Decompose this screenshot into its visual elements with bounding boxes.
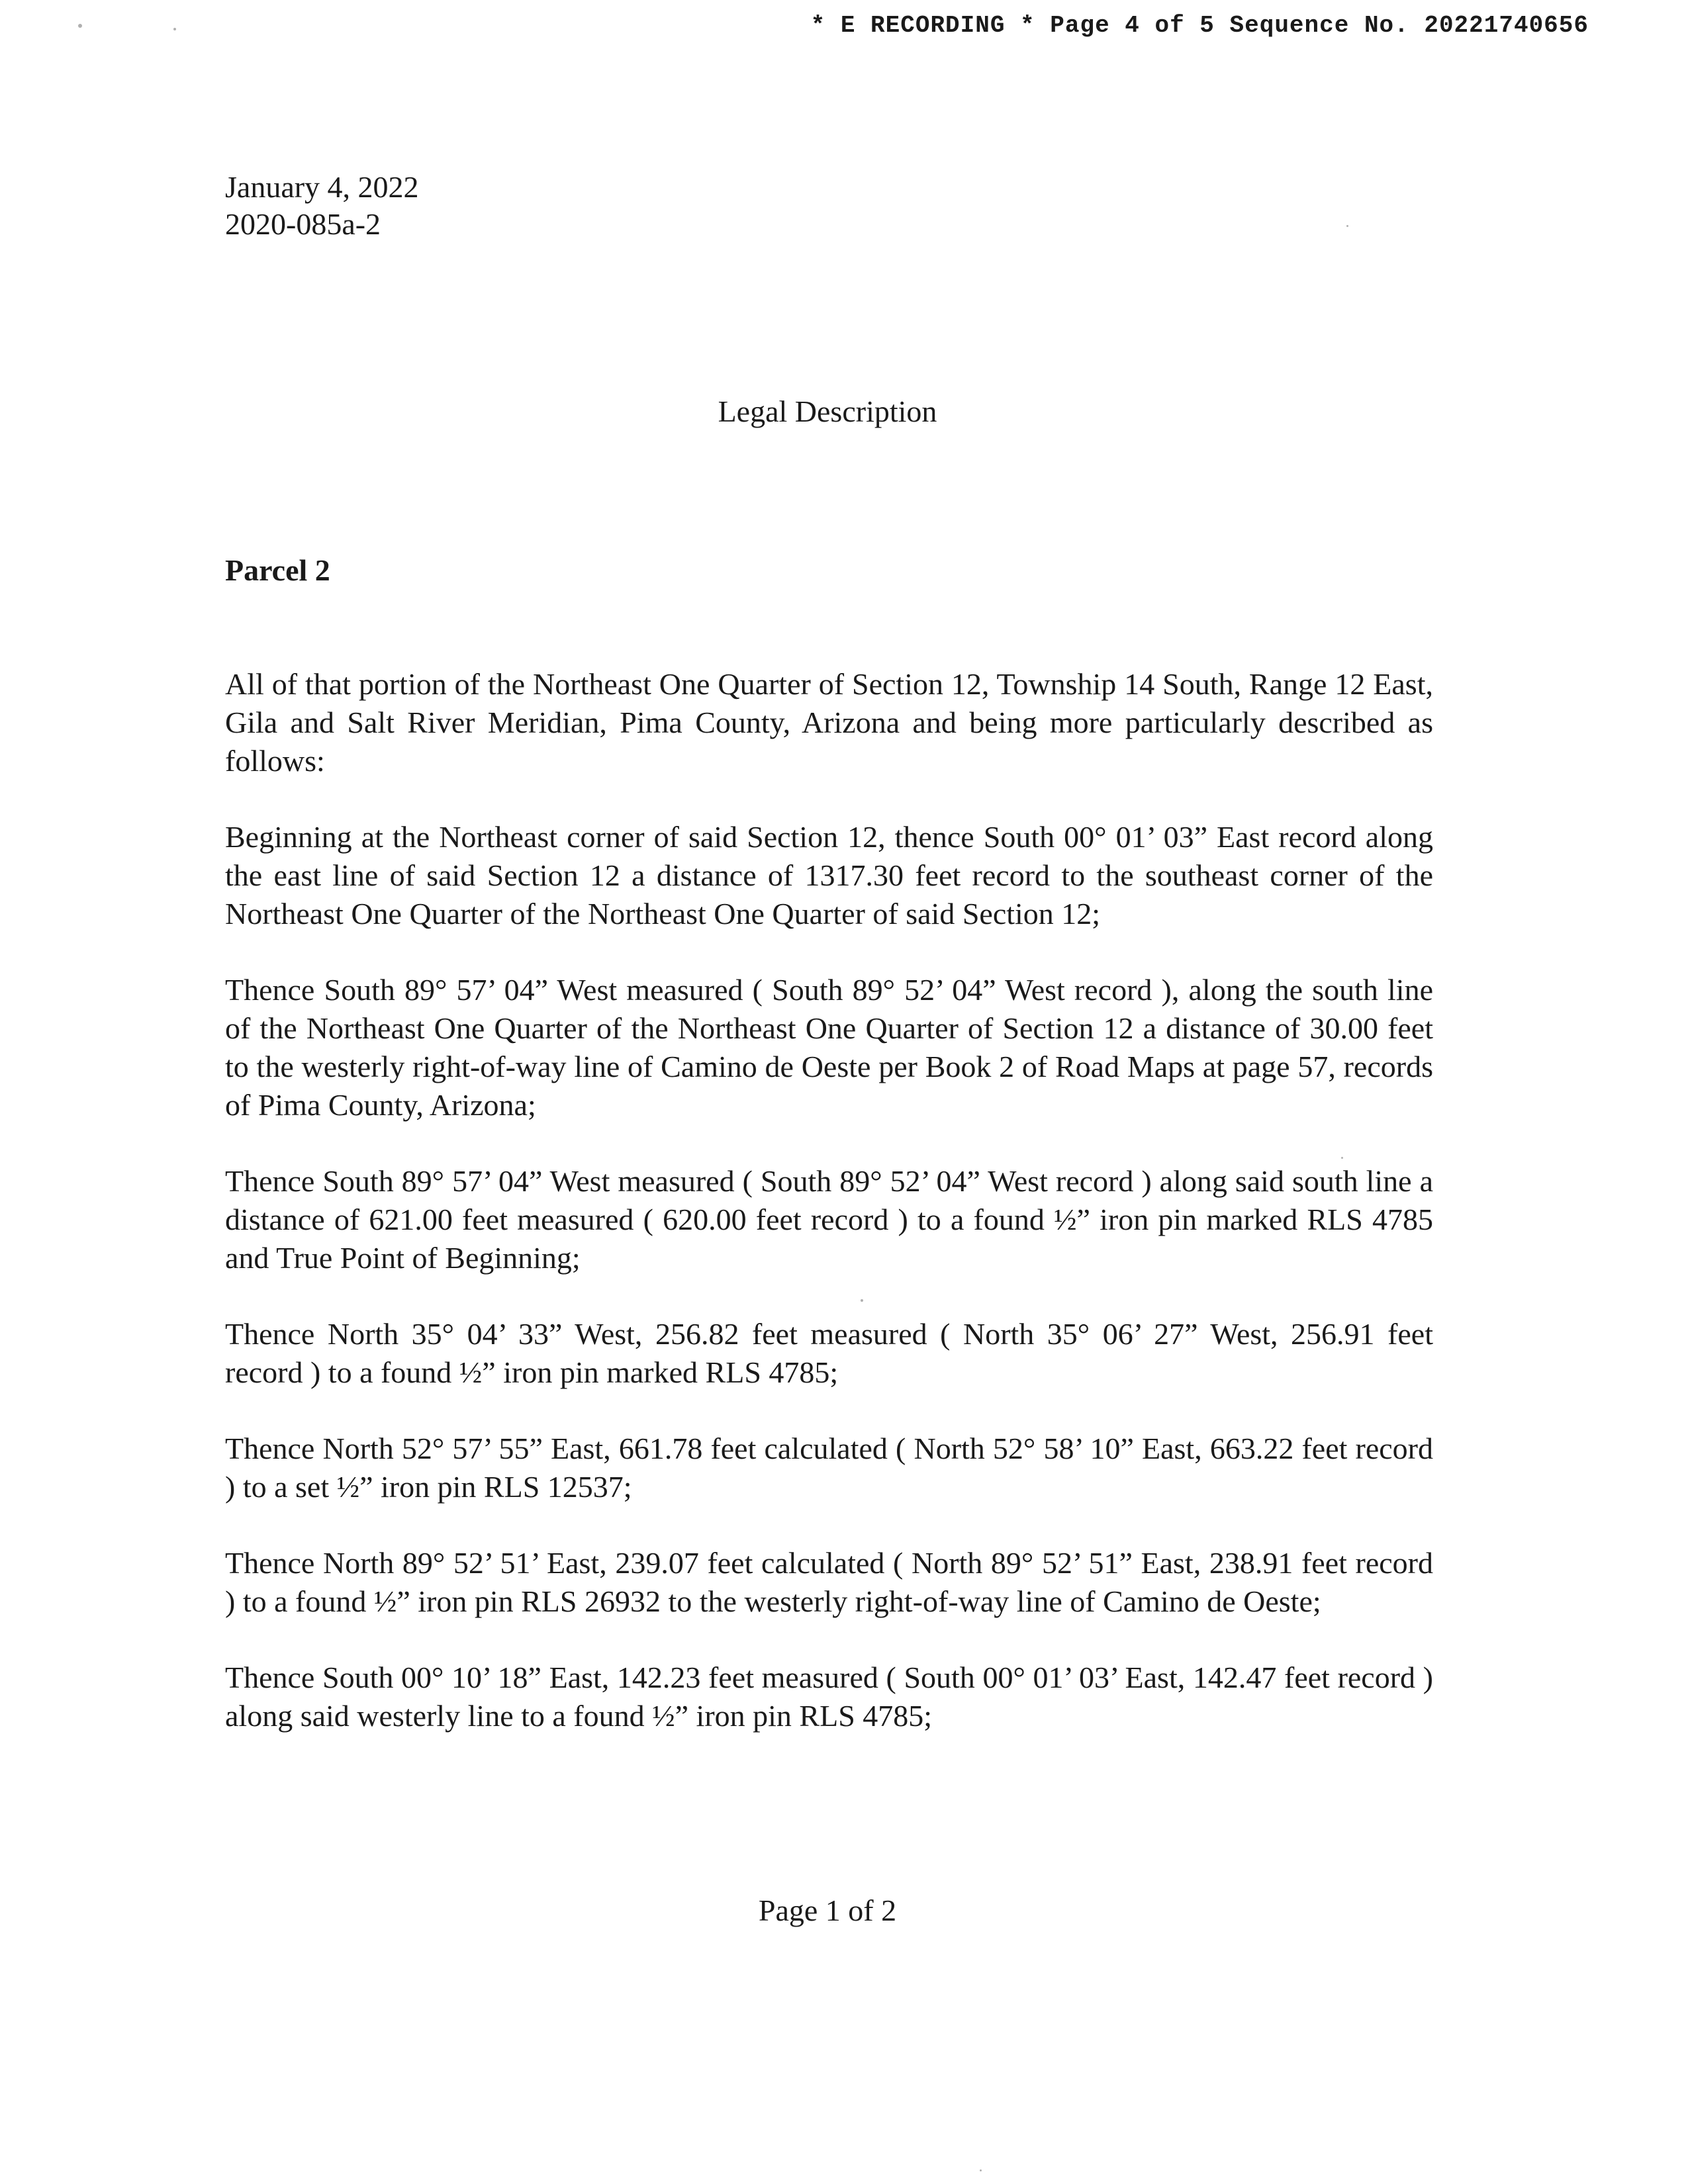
paragraph-course: Thence South 89° 57’ 04” West measured ( South 89° 52’ 04” West record ), along the south line of the Northeast One Quarter of the Northeast One Quarter of Section 12 a distance of 30.00 feet to the westerly right-of-way line of Camino de Oeste per Book 2 of Road Maps at page 57, records of Pima County, Arizona;: [225, 973, 1433, 1122]
document-reference: 2020-085a-2: [225, 207, 381, 241]
paragraph-course: Beginning at the Northeast corner of said Section 12, thence South 00° 01’ 03” East record along the east line of said Section 12 a distance of 1317.30 feet record to the southeast corner of the Northeast One Quarter of the Northeast One Quarter of said Section 12;: [225, 820, 1433, 931]
scan-speck: [980, 2169, 982, 2171]
scan-speck: [1346, 225, 1348, 227]
scan-speck: [1341, 1157, 1343, 1159]
scan-speck: [173, 28, 176, 30]
page-title: Legal Description: [718, 394, 937, 428]
recording-header: * E RECORDING * Page 4 of 5 Sequence No. 20221740656: [810, 12, 1589, 39]
paragraph-course: Thence North 52° 57’ 55” East, 661.78 feet calculated ( North 52° 58’ 10” East, 663.22 feet record ) to a set ½” iron pin RLS 12537;: [225, 1432, 1433, 1504]
page-number: Page 1 of 2: [758, 1893, 897, 1927]
document-date: January 4, 2022: [225, 170, 419, 204]
scan-speck: [78, 24, 82, 28]
paragraph-course: Thence North 89° 52’ 51’ East, 239.07 feet calculated ( North 89° 52’ 51” East, 238.91 feet record ) to a found ½” iron pin RLS 26932 to the westerly right-of-way line of Camino de Oeste;: [225, 1546, 1433, 1618]
parcel-heading: Parcel 2: [225, 553, 330, 587]
legal-description-body: [225, 665, 1433, 1773]
date-block: [225, 169, 419, 243]
scan-speck: [861, 1299, 863, 1302]
paragraph-course: Thence South 89° 57’ 04” West measured ( South 89° 52’ 04” West record ) along said south line a distance of 621.00 feet measured ( 620.00 feet record ) to a found ½” iron pin marked RLS 4785 and True Point of Beginning;: [225, 1164, 1433, 1275]
paragraph-course: Thence South 00° 10’ 18” East, 142.23 feet measured ( South 00° 01’ 03’ East, 142.47 feet record ) along said westerly line to a found ½” iron pin RLS 4785;: [225, 1661, 1433, 1733]
paragraph-course: Thence North 35° 04’ 33” West, 256.82 feet measured ( North 35° 06’ 27” West, 256.91 feet record ) to a found ½” iron pin marked RLS 4785;: [225, 1317, 1433, 1389]
paragraph-intro: All of that portion of the Northeast One Quarter of Section 12, Township 14 South, Range 12 East, Gila and Salt River Meridian, Pima County, Arizona and being more particularly described as follows:: [225, 667, 1433, 778]
